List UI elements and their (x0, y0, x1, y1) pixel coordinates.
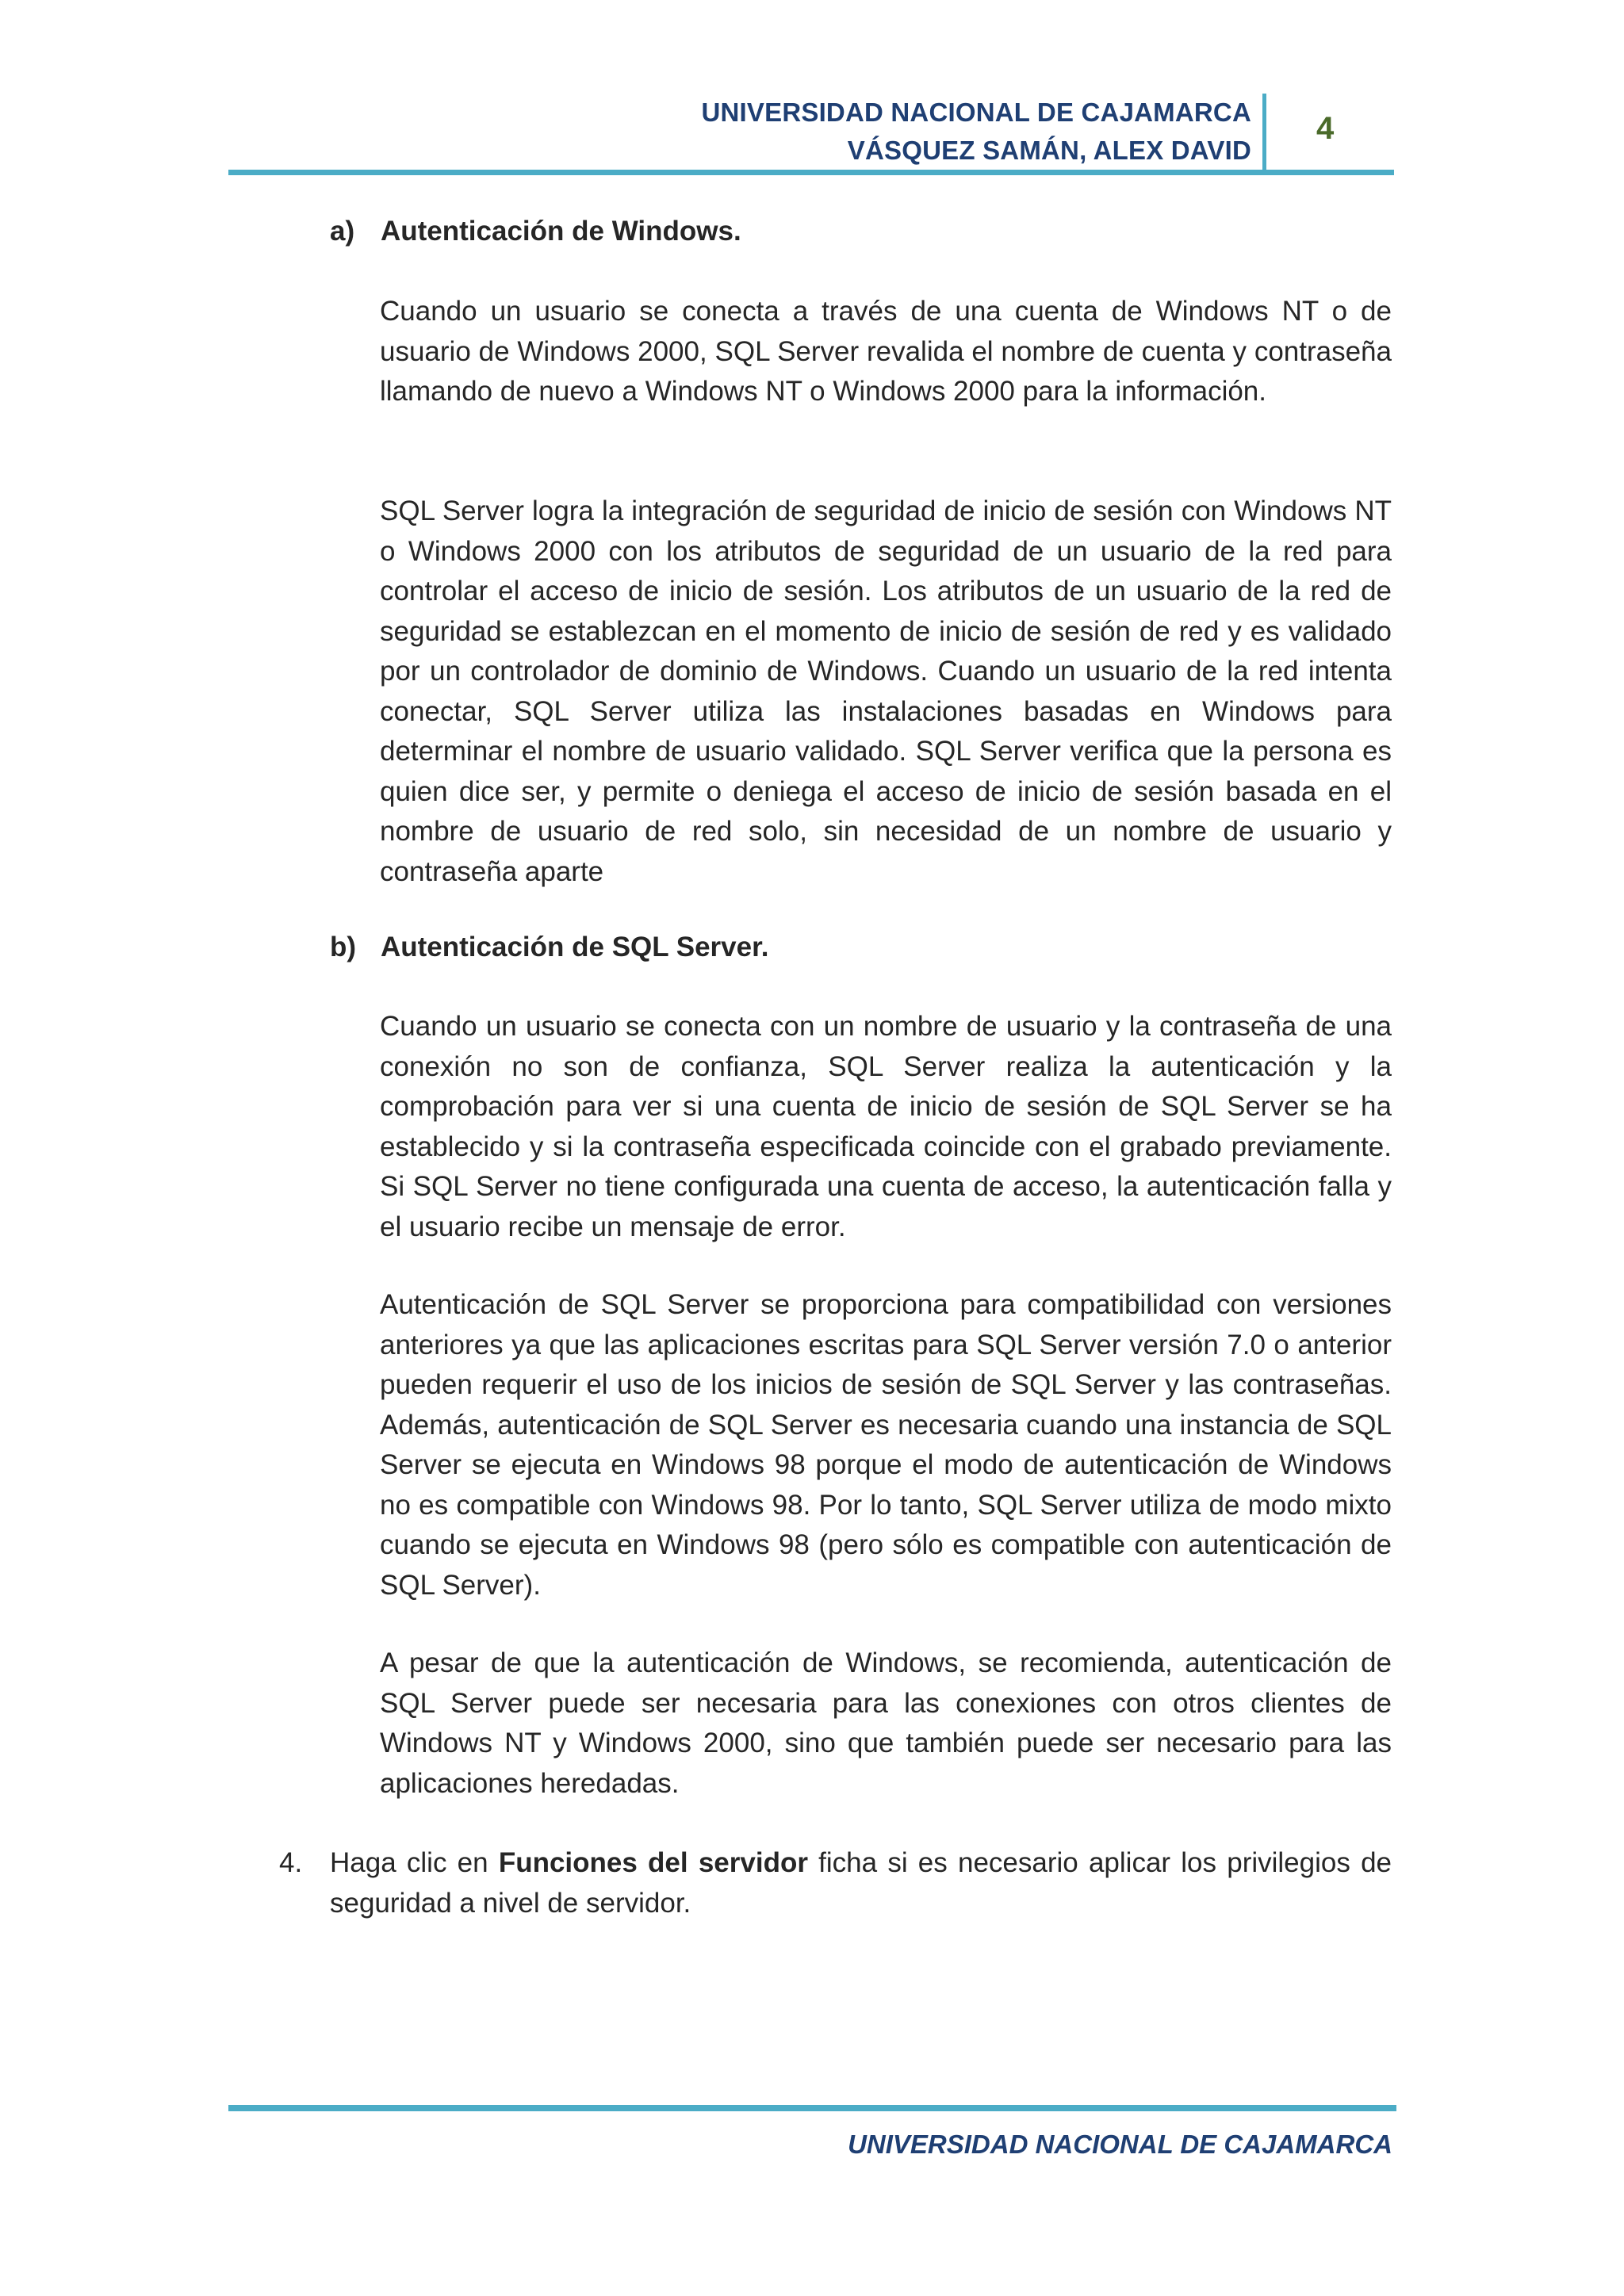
header-author: VÁSQUEZ SAMÁN, ALEX DAVID (847, 136, 1251, 165)
header-university: UNIVERSIDAD NACIONAL DE CAJAMARCA (701, 98, 1251, 127)
section-b-title: Autenticación de SQL Server. (381, 932, 769, 962)
step-4-bold: Funciones del servidor (498, 1847, 808, 1878)
section-a-marker: a) (330, 216, 355, 247)
page-header (0, 0, 1624, 174)
step-4-text-after: ficha si es necesario aplicar los privilegios de seguridad a nivel de servidor. (330, 1847, 1392, 1919)
footer-university: UNIVERSIDAD NACIONAL DE CAJAMARCA (848, 2130, 1392, 2159)
header-rule (228, 170, 1394, 175)
step-4-number: 4. (279, 1847, 303, 1878)
section-b-heading (330, 928, 769, 967)
footer-rule (228, 2105, 1396, 2111)
section-b-marker: b) (330, 932, 357, 962)
section-a-paragraph-2: SQL Server logra la integración de seguridad de inicio de sesión con Windows NT o Windows 2000 con los atributos de seguridad de un usuario de la red para controlar el acceso de inicio de sesión. Los atributos de un usuario de la red de seguridad se establezcan en el momento de inicio de sesión de red y es validado por un controlador de dominio de Windows. Cuando un usuario de la red intenta conectar, SQL Server utiliza las instalaciones basadas en Windows para determinar el nombre de usuario validado. SQL Server verifica que la persona es quien dice ser, y permite o deniega el acceso de inicio de sesión basada en el nombre de usuario de red solo, sin necesidad de un nombre de usuario y contraseña aparte (380, 496, 1392, 887)
header-divider (1262, 94, 1266, 173)
section-b-paragraph-1: Cuando un usuario se conecta con un nombre de usuario y la contraseña de una conexión no son de confianza, SQL Server realiza la autenticación y la comprobación para ver si una cuenta de inicio de sesión de SQL Server se ha establecido y si la contraseña especificada coincide con el grabado previamente. Si SQL Server no tiene configurada una cuenta de acceso, la autenticación falla y el usuario recibe un mensaje de error. (380, 1011, 1392, 1242)
section-a-title: Autenticación de Windows. (381, 216, 741, 247)
page-number: 4 (1316, 111, 1335, 146)
section-a-heading (330, 212, 741, 251)
step-4-text-before: Haga clic en (330, 1847, 499, 1878)
header-text (701, 94, 1251, 170)
section-b-paragraph-3: A pesar de que la autenticación de Windows, se recomienda, autenticación de SQL Server puede ser necesaria para las conexiones con otros clientes de Windows NT y Windows 2000, sino que también puede ser necesario para las aplicaciones heredadas. (380, 1647, 1392, 1799)
section-a-paragraph-1: Cuando un usuario se conecta a través de una cuenta de Windows NT o de usuario de Windows 2000, SQL Server revalida el nombre de cuenta y contraseña llamando de nuevo a Windows NT o Windows 2000 para la información. (380, 296, 1392, 407)
step-4-text (330, 1843, 1392, 1923)
section-b-paragraph-2: Autenticación de SQL Server se proporciona para compatibilidad con versiones anteriores ya que las aplicaciones escritas para SQL Server versión 7.0 o anterior pueden requerir el uso de los inicios de sesión de SQL Server y las contraseñas. Además, autenticación de SQL Server es necesaria cuando una instancia de SQL Server se ejecuta en Windows 98 porque el modo de autenticación de Windows no es compatible con Windows 98. Por lo tanto, SQL Server utiliza de modo mixto cuando se ejecuta en Windows 98 (pero sólo es compatible con autenticación de SQL Server). (380, 1289, 1392, 1601)
